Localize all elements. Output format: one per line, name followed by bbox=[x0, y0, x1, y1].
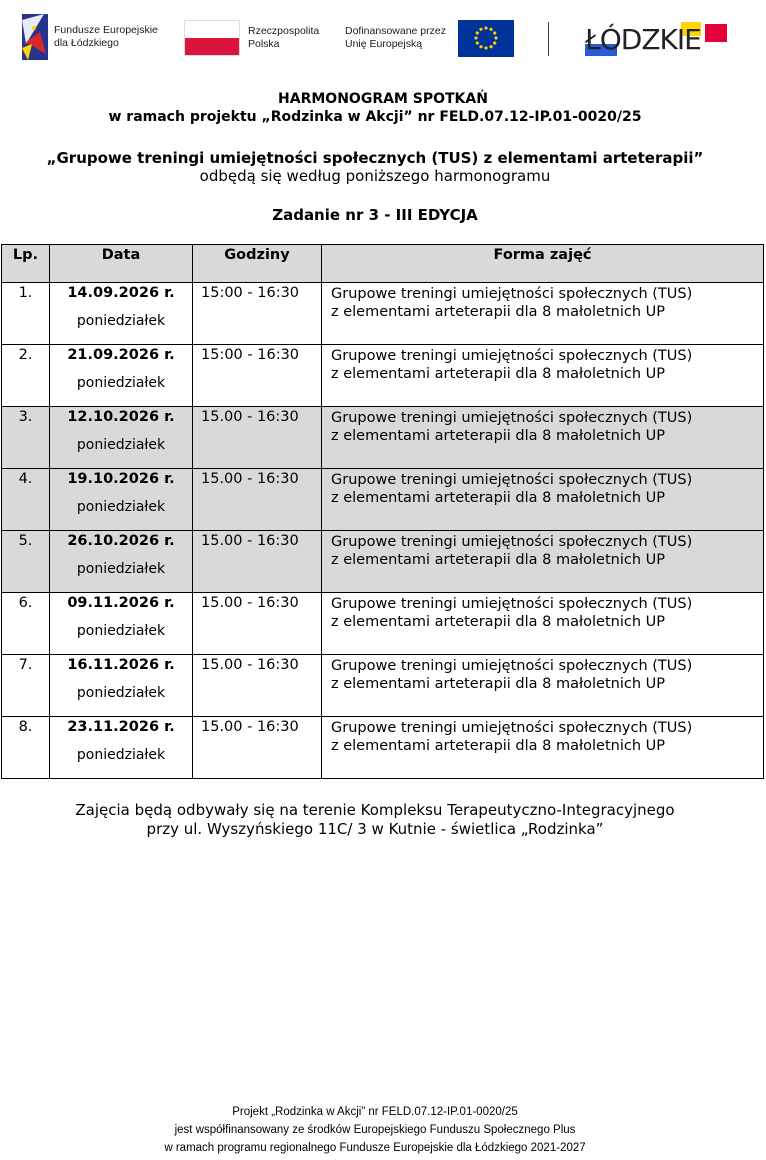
cell-hours bbox=[193, 717, 322, 779]
cell-date bbox=[50, 283, 193, 345]
schedule-table bbox=[1, 244, 764, 779]
eu-line2: Unię Europejską bbox=[345, 38, 423, 50]
cell-lp bbox=[2, 655, 50, 717]
rp-line2: Polska bbox=[248, 38, 280, 50]
cell-hours bbox=[193, 655, 322, 717]
schedule-subtitle: odbędą się według poniższego harmonogramu bbox=[199, 167, 551, 185]
footer-line-1: Projekt „Rodzinka w Akcji” nr FELD.07.12-IP.01-0020/25 bbox=[232, 1106, 518, 1118]
table-row bbox=[2, 283, 764, 345]
cell-date bbox=[50, 345, 193, 407]
cell-date bbox=[50, 593, 193, 655]
cell-lp bbox=[2, 283, 50, 345]
row-forma-line1: Grupowe treningi umiejętności społecznych (TUS) bbox=[331, 348, 693, 364]
row-date: 26.10.2026 r. bbox=[67, 533, 175, 549]
column-header-lp: Lp. bbox=[2, 245, 50, 283]
lodzkie-wordmark: ŁÓDZKIE bbox=[585, 23, 701, 56]
column-header-forma: Forma zajęć bbox=[322, 245, 764, 283]
row-number: 6. bbox=[18, 595, 33, 611]
row-hours: 15.00 - 16:30 bbox=[201, 719, 299, 735]
cell-forma bbox=[322, 407, 764, 469]
eu-logo-text bbox=[345, 25, 446, 51]
page-title: HARMONOGRAM SPOTKAŃ bbox=[278, 91, 488, 107]
cell-date bbox=[50, 531, 193, 593]
row-hours: 15.00 - 16:30 bbox=[201, 595, 299, 611]
row-number: 4. bbox=[18, 471, 33, 487]
row-forma-line1: Grupowe treningi umiejętności społecznych (TUS) bbox=[331, 658, 693, 674]
cell-forma bbox=[322, 593, 764, 655]
table-row bbox=[2, 531, 764, 593]
row-weekday: poniedziałek bbox=[76, 561, 166, 577]
row-hours: 15.00 - 16:30 bbox=[201, 471, 299, 487]
row-weekday: poniedziałek bbox=[76, 437, 166, 453]
row-forma-line2: z elementami arteterapii dla 8 małoletnich UP bbox=[331, 304, 665, 320]
row-number: 1. bbox=[18, 285, 33, 301]
fe-emblem-icon bbox=[22, 14, 48, 60]
eu-flag-icon bbox=[458, 20, 514, 57]
row-hours: 15.00 - 16:30 bbox=[201, 533, 299, 549]
row-forma-line2: z elementami arteterapii dla 8 małoletnich UP bbox=[331, 366, 665, 382]
fe-logo-text bbox=[54, 24, 158, 50]
table-row bbox=[2, 593, 764, 655]
cell-lp bbox=[2, 531, 50, 593]
table-row bbox=[2, 345, 764, 407]
cell-forma bbox=[322, 717, 764, 779]
row-date: 12.10.2026 r. bbox=[67, 409, 175, 425]
row-hours: 15.00 - 16:30 bbox=[201, 657, 299, 673]
location-line-1: Zajęcia będą odbywały się na terenie Kompleksu Terapeutyczno-Integracyjnego bbox=[75, 801, 675, 819]
cell-hours bbox=[193, 283, 322, 345]
table-header-row bbox=[2, 245, 764, 283]
footer-line-2: jest współfinansowany ze środków Europejskiego Funduszu Społecznego Plus bbox=[174, 1124, 576, 1136]
row-hours: 15:00 - 16:30 bbox=[201, 285, 300, 301]
cell-lp bbox=[2, 717, 50, 779]
fe-line1: Fundusze Europejskie bbox=[54, 24, 158, 36]
column-header-hours: Godziny bbox=[193, 245, 322, 283]
row-date: 19.10.2026 r. bbox=[67, 471, 175, 487]
row-date: 23.11.2026 r. bbox=[67, 719, 175, 735]
row-forma-line2: z elementami arteterapii dla 8 małoletnich UP bbox=[331, 738, 665, 754]
eu-line1: Dofinansowane przez bbox=[345, 25, 446, 37]
fe-line2: dla Łódzkiego bbox=[54, 37, 119, 49]
logo-divider bbox=[548, 22, 549, 56]
row-date: 21.09.2026 r. bbox=[67, 347, 175, 363]
cell-hours bbox=[193, 345, 322, 407]
row-date: 09.11.2026 r. bbox=[67, 595, 175, 611]
row-hours: 15.00 - 16:30 bbox=[201, 409, 299, 425]
training-title-text: „Grupowe treningi umiejętności społecznych (TUS) z elementami arteterapii” bbox=[46, 149, 704, 167]
cell-forma bbox=[322, 469, 764, 531]
cell-hours bbox=[193, 531, 322, 593]
cell-lp bbox=[2, 345, 50, 407]
row-weekday: poniedziałek bbox=[76, 313, 166, 329]
task-heading: Zadanie nr 3 - III EDYCJA bbox=[272, 206, 478, 224]
logo-bar bbox=[0, 0, 766, 70]
cell-lp bbox=[2, 593, 50, 655]
row-date: 14.09.2026 r. bbox=[67, 285, 175, 301]
project-line: w ramach projektu „Rodzinka w Akcji” nr FELD.07.12-IP.01-0020/25 bbox=[108, 109, 642, 125]
row-number: 2. bbox=[18, 347, 33, 363]
row-forma-line1: Grupowe treningi umiejętności społecznych (TUS) bbox=[331, 410, 693, 426]
row-forma-line1: Grupowe treningi umiejętności społecznych (TUS) bbox=[331, 720, 693, 736]
row-forma-line1: Grupowe treningi umiejętności społecznych (TUS) bbox=[331, 472, 693, 488]
footer-line-3: w ramach programu regionalnego Fundusze Europejskie dla Łódzkiego 2021-2027 bbox=[164, 1142, 586, 1154]
row-weekday: poniedziałek bbox=[76, 499, 166, 515]
cell-forma bbox=[322, 283, 764, 345]
table-row bbox=[2, 717, 764, 779]
row-date: 16.11.2026 r. bbox=[67, 657, 175, 673]
row-forma-line1: Grupowe treningi umiejętności społecznych (TUS) bbox=[331, 286, 693, 302]
rzeczpospolita-logo bbox=[184, 20, 334, 58]
row-forma-line1: Grupowe treningi umiejętności społecznych (TUS) bbox=[331, 534, 693, 550]
cell-date bbox=[50, 717, 193, 779]
row-forma-line2: z elementami arteterapii dla 8 małoletnich UP bbox=[331, 614, 665, 630]
row-number: 8. bbox=[18, 719, 33, 735]
row-number: 5. bbox=[18, 533, 33, 549]
row-weekday: poniedziałek bbox=[76, 623, 166, 639]
cell-forma bbox=[322, 531, 764, 593]
cell-lp bbox=[2, 407, 50, 469]
table-row bbox=[2, 407, 764, 469]
lodzkie-logo bbox=[585, 22, 730, 58]
location-line-2: przy ul. Wyszyńskiego 11C/ 3 w Kutnie - świetlica „Rodzinka” bbox=[146, 820, 604, 838]
cell-hours bbox=[193, 469, 322, 531]
row-forma-line2: z elementami arteterapii dla 8 małoletnich UP bbox=[331, 490, 665, 506]
eu-logo bbox=[345, 20, 515, 58]
fundusze-europejskie-logo bbox=[22, 14, 192, 62]
table-row bbox=[2, 469, 764, 531]
row-forma-line2: z elementami arteterapii dla 8 małoletnich UP bbox=[331, 552, 665, 568]
table-row bbox=[2, 655, 764, 717]
rp-logo-text bbox=[248, 25, 319, 51]
column-header-date: Data bbox=[50, 245, 193, 283]
rp-line1: Rzeczpospolita bbox=[248, 25, 320, 37]
cell-date bbox=[50, 469, 193, 531]
cell-hours bbox=[193, 407, 322, 469]
row-hours: 15:00 - 16:30 bbox=[201, 347, 300, 363]
row-number: 3. bbox=[18, 409, 33, 425]
cell-hours bbox=[193, 593, 322, 655]
row-weekday: poniedziałek bbox=[76, 685, 166, 701]
row-forma-line1: Grupowe treningi umiejętności społecznych (TUS) bbox=[331, 596, 693, 612]
cell-date bbox=[50, 407, 193, 469]
cell-forma bbox=[322, 345, 764, 407]
row-forma-line2: z elementami arteterapii dla 8 małoletnich UP bbox=[331, 676, 665, 692]
cell-forma bbox=[322, 655, 764, 717]
polish-flag-icon bbox=[184, 20, 240, 56]
cell-date bbox=[50, 655, 193, 717]
row-forma-line2: z elementami arteterapii dla 8 małoletnich UP bbox=[331, 428, 665, 444]
training-title bbox=[0, 149, 750, 167]
row-weekday: poniedziałek bbox=[76, 375, 166, 391]
row-weekday: poniedziałek bbox=[76, 747, 166, 763]
cell-lp bbox=[2, 469, 50, 531]
row-number: 7. bbox=[18, 657, 33, 673]
